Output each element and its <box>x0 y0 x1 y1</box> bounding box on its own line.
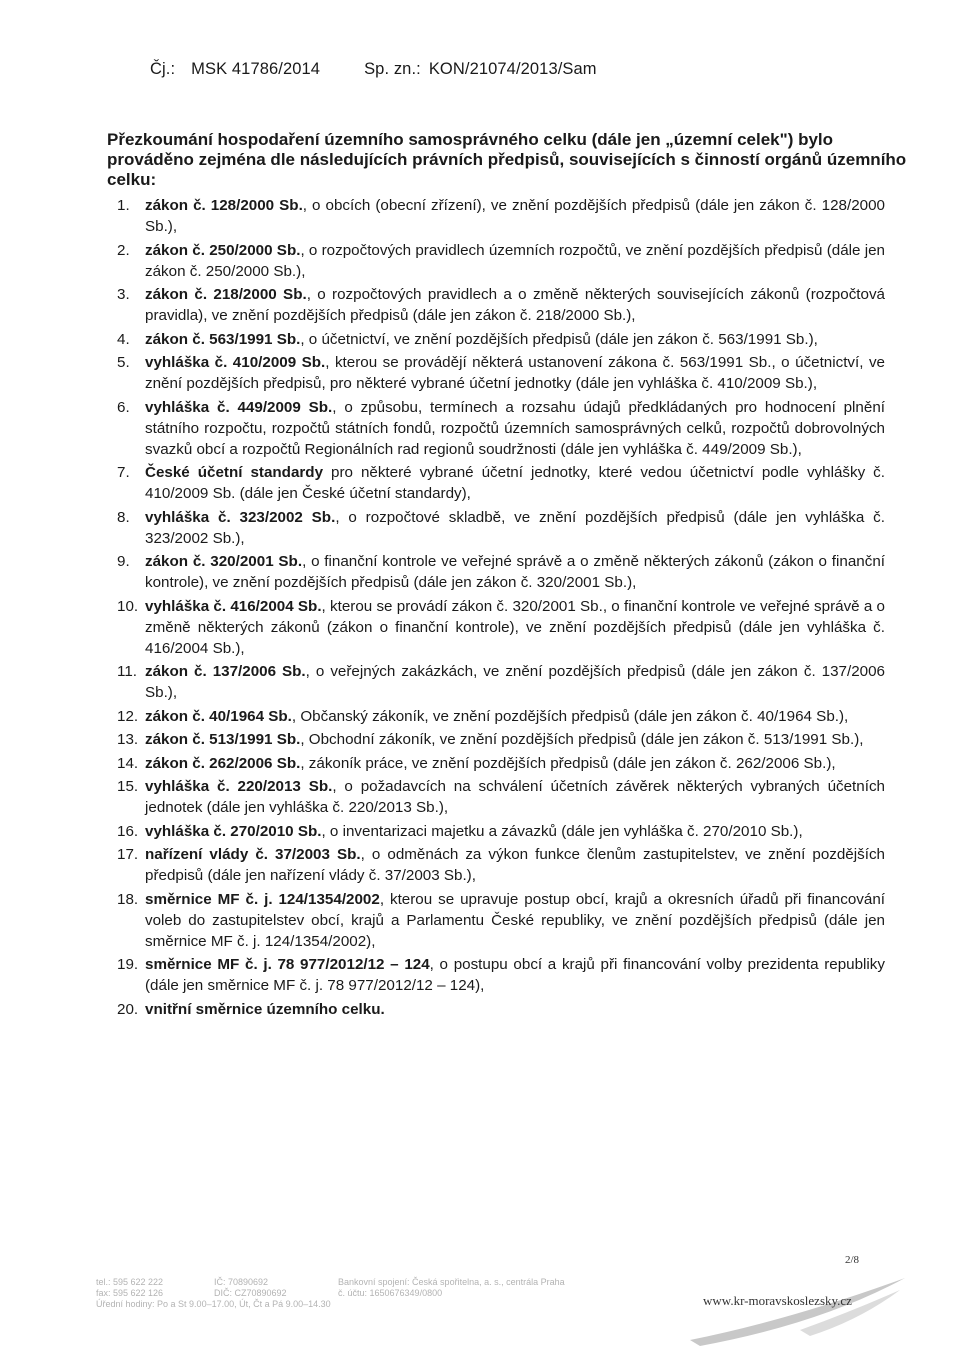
list-item <box>117 821 885 842</box>
regulation-title: zákon č. 250/2000 Sb. <box>145 241 301 259</box>
regulation-description: , o postupu obcí a krajů při financování volby prezidenta republiky (dále jen směrnice MF č. j. 78 977/2012/12 – 124), <box>145 956 885 994</box>
list-item <box>117 889 885 952</box>
regulation-description: , o způsobu, termínech a rozsahu údajů předkládaných pro hodnocení plnění státního rozpočtu, rozpočtů státních fondů, rozpočtů územních samosprávných celků, rozpočtů dobrovolných svazků obcí a rozpočtů Regionálních rad regionů soudržnosti (dále jen vyhláška č. 449/2009 Sb.), <box>145 398 885 458</box>
regulation-title: vyhláška č. 270/2010 Sb. <box>145 822 322 840</box>
list-item-number: 20. <box>117 1000 139 1018</box>
list-item <box>117 661 885 703</box>
regulation-title: zákon č. 137/2006 Sb. <box>145 663 306 680</box>
footer-fax: fax: 595 622 126 <box>96 1288 164 1298</box>
list-item <box>117 284 885 326</box>
list-item <box>117 596 885 659</box>
regulation-title: zákon č. 40/1964 Sb. <box>145 707 292 725</box>
list-item-number: 2. <box>117 241 130 259</box>
footer-ids <box>214 1277 287 1299</box>
footer-ic: IČ: 70890692 <box>214 1277 269 1287</box>
footer-bank <box>338 1277 565 1299</box>
footer-bank-name: Bankovní spojení: Česká spořitelna, a. s., centrála Praha <box>338 1277 565 1287</box>
regulation-title: zákon č. 262/2006 Sb. <box>145 754 301 772</box>
list-item-number: 16. <box>117 822 139 840</box>
list-item-number: 11. <box>117 663 137 680</box>
footer-account: č. účtu: 1650676349/0800 <box>338 1288 443 1298</box>
list-item <box>117 753 885 774</box>
regulation-description: , o finanční kontrole ve veřejné správě a o změně některých zákonů (zákon o finanční kontrole), ve znění pozdějších předpisů (dále jen zákon č. 320/2001 Sb.), <box>145 553 885 591</box>
regulation-title: zákon č. 218/2000 Sb. <box>145 286 307 303</box>
regulation-title: směrnice MF č. j. 124/1354/2002 <box>145 890 380 908</box>
footer-tel: tel.: 595 622 222 <box>96 1277 164 1287</box>
regulation-title: vyhláška č. 416/2004 Sb. <box>145 597 322 615</box>
sp-label: Sp. zn.: <box>364 60 421 78</box>
regulation-description: pro některé vybrané účetní jednotky, které vedou účetnictví podle vyhlášky č. 410/2009 Sb. (dále jen České účetní standardy), <box>145 464 885 502</box>
list-item-number: 3. <box>117 286 130 303</box>
list-item-number: 4. <box>117 330 130 348</box>
regulation-title: nařízení vlády č. 37/2003 Sb. <box>145 846 361 863</box>
list-item-number: 17. <box>117 846 139 863</box>
list-item <box>117 462 885 504</box>
regulation-description: , o rozpočtové skladbě, ve znění pozdějších předpisů (dále jen vyhláška č. 323/2002 Sb.), <box>145 508 885 547</box>
list-item-number: 15. <box>117 778 139 795</box>
list-item <box>117 844 885 886</box>
list-item <box>117 954 885 996</box>
regulation-description: , o účetnictví, ve znění pozdějších předpisů (dále jen zákon č. 563/1991 Sb.), <box>300 330 818 348</box>
footer-hours: Úřední hodiny: Po a St 9.00–17.00, Út, Čt a Pá 9.00–14.30 <box>96 1299 331 1309</box>
list-item-number: 1. <box>117 197 130 214</box>
cj-value: MSK 41786/2014 <box>191 60 321 78</box>
website-link[interactable]: www.kr-moravskoslezsky.cz <box>703 1293 852 1308</box>
regulation-title: zákon č. 513/1991 Sb. <box>145 731 301 748</box>
list-item-number: 6. <box>117 398 130 416</box>
regulation-title: vnitřní směrnice územního celku. <box>145 1000 385 1018</box>
regulation-description: , zákoník práce, ve znění pozdějších předpisů (dále jen zákon č. 262/2006 Sb.), <box>300 754 836 772</box>
list-item <box>117 329 885 350</box>
regulation-title: zákon č. 320/2001 Sb. <box>145 553 303 570</box>
list-item-number: 12. <box>117 707 139 725</box>
list-item-number: 18. <box>117 890 139 908</box>
list-item-number: 7. <box>117 464 130 481</box>
list-item <box>117 195 885 237</box>
regulation-description: , o obcích (obecní zřízení), ve znění pozdějších předpisů (dále jen zákon č. 128/2000 Sb.), <box>145 197 885 235</box>
footer-dic: DIČ: CZ70890692 <box>214 1288 287 1298</box>
regulation-description: , o odměnách za výkon funkce členům zastupitelstev, ve znění pozdějších předpisů (dále jen nařízení vlády č. 37/2003 Sb.), <box>145 846 885 884</box>
regulation-title: směrnice MF č. j. 78 977/2012/12 – 124 <box>145 956 430 973</box>
intro-paragraph: Přezkoumání hospodaření územního samosprávného celku (dále jen „územní celek") bylo prováděno zejména dle následujících právních předpisů, souvisejících s činností orgánů územního celku: <box>107 130 907 189</box>
regulation-description: , kterou se upravuje postup obcí, krajů a okresních úřadů při financování voleb do zastupitelstev obcí, krajů a Parlamentu České republiky, ve znění pozdějších předpisů (dále jen směrnice MF č. j. 124/1354/2002), <box>145 890 885 950</box>
list-item-number: 9. <box>117 553 130 570</box>
list-item-number: 5. <box>117 354 130 371</box>
regulation-description: , kterou se provádí zákon č. 320/2001 Sb., o finanční kontrole ve veřejné správě a o změně některých zákonů (zákon o finanční kontrole), ve znění pozdějších předpisů (dále jen vyhláška č. 416/2004 Sb.), <box>145 597 885 657</box>
regulation-title: vyhláška č. 410/2009 Sb. <box>145 354 326 371</box>
list-item-number: 13. <box>117 731 139 748</box>
regulation-description: , o požadavcích na schválení účetních závěrek některých vybraných účetních jednotek (dále jen vyhláška č. 220/2013 Sb.), <box>145 778 885 816</box>
regulation-title: vyhláška č. 220/2013 Sb. <box>145 778 333 795</box>
list-item <box>117 729 885 750</box>
reference-line <box>150 60 597 79</box>
regulation-title: vyhláška č. 323/2002 Sb. <box>145 508 336 526</box>
list-item <box>117 507 885 549</box>
regulation-title: zákon č. 563/1991 Sb. <box>145 330 301 348</box>
sp-value: KON/21074/2013/Sam <box>428 60 597 78</box>
regulation-title: vyhláška č. 449/2009 Sb. <box>145 398 333 416</box>
list-item <box>117 240 885 282</box>
regulation-description: , Občanský zákoník, ve znění pozdějších předpisů (dále jen zákon č. 40/1964 Sb.), <box>291 707 849 725</box>
list-item <box>117 352 885 394</box>
list-item-number: 19. <box>117 956 139 973</box>
regulation-title: zákon č. 128/2000 Sb. <box>145 197 303 214</box>
regulation-description: , kterou se provádějí některá ustanovení zákona č. 563/1991 Sb., o účetnictví, ve znění pozdějších předpisů, pro některé vybrané účetní jednotky (dále jen vyhláška č. 410/2009 Sb.), <box>145 354 885 392</box>
regulation-description: , Obchodní zákoník, ve znění pozdějších předpisů (dále jen zákon č. 513/1991 Sb.), <box>300 731 864 748</box>
list-item-number: 10. <box>117 597 139 615</box>
regulation-description: , o rozpočtových pravidlech a o změně některých souvisejících zákonů (rozpočtová pravidla), ve znění pozdějších předpisů (dále jen zákon č. 218/2000 Sb.), <box>145 286 885 324</box>
page-number: 2/8 <box>845 1254 860 1266</box>
list-item <box>117 776 885 818</box>
list-item <box>117 551 885 593</box>
regulation-title: České účetní standardy <box>145 464 324 481</box>
legal-regulations-list <box>117 195 885 1022</box>
list-item <box>117 397 885 460</box>
list-item-number: 14. <box>117 754 139 772</box>
cj-label: Čj.: <box>150 60 176 78</box>
list-item-number: 8. <box>117 508 130 526</box>
list-item <box>117 999 885 1020</box>
list-item <box>117 706 885 727</box>
regulation-description: , o veřejných zakázkách, ve znění pozdějších předpisů (dále jen zákon č. 137/2006 Sb.), <box>145 663 886 701</box>
regulation-description: , o inventarizaci majetku a závazků (dále jen vyhláška č. 270/2010 Sb.), <box>321 822 803 840</box>
regulation-description: , o rozpočtových pravidlech územních rozpočtů, ve znění pozdějších předpisů (dále jen zákon č. 250/2000 Sb.), <box>145 241 885 280</box>
